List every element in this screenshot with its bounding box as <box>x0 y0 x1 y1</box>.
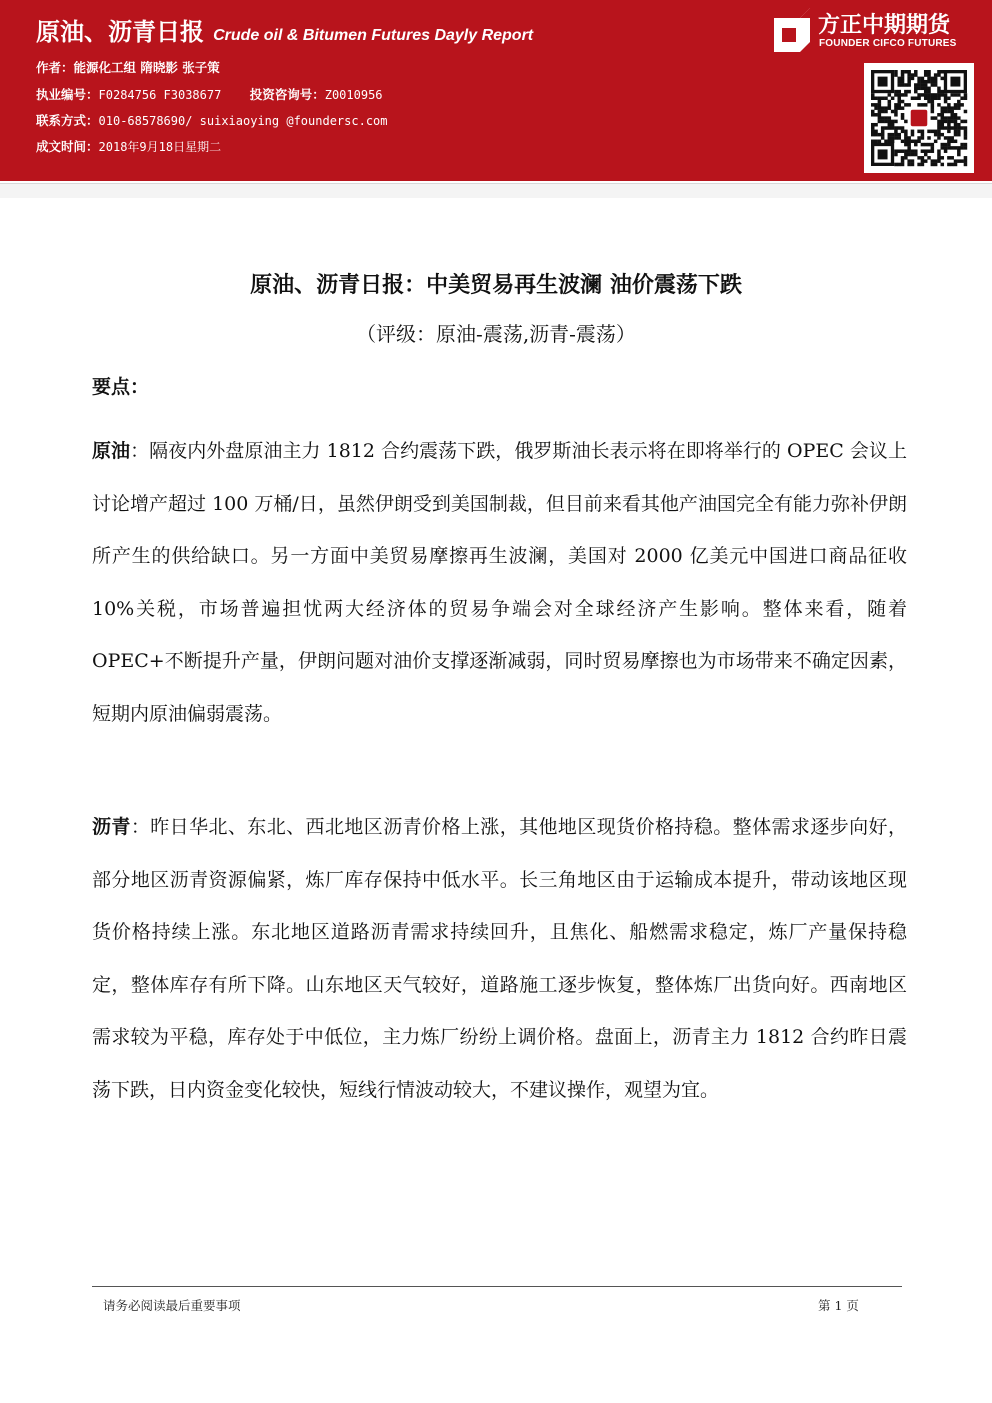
date-value: 2018年9月18日星期二 <box>98 140 222 154</box>
asphalt-lead: 沥青 <box>92 816 131 838</box>
author-value: 能源化工组 隋晓影 张子策 <box>73 60 220 75</box>
author-line <box>36 58 220 76</box>
asphalt-paragraph <box>92 801 907 1116</box>
crude-oil-lead: 原油 <box>92 440 131 462</box>
crude-oil-text: ：隔夜内外盘原油主力 1812 合约震荡下跌，俄罗斯油长表示将在即将举行的 OPEC 会议上讨论增产超过 100 万桶/日，虽然伊朗受到美国制裁，但目前来看其他产油国完全有能力弥补伊朗所产生的供给缺口。另一方面中美贸易摩擦再生波澜，美国对 2000 亿美元中国进口商品征收 10%关税，市场普遍担忧两大经济体的贸易争端会对全球经济产生影响。整体来看，随着 OPEC+不断提升产量，伊朗问题对油价支撑逐渐减弱，同时贸易摩擦也为市场带来不确定因素，短期内原油偏弱震荡。 <box>92 440 907 725</box>
consult-label: 投资咨询号： <box>249 87 325 102</box>
founder-logo-icon <box>770 8 814 52</box>
report-title-banner <box>36 12 533 47</box>
logo-text-en: FOUNDER CIFCO FUTURES <box>819 38 957 49</box>
header-divider <box>0 183 992 198</box>
footer-notice: 请务必阅读最后重要事项 <box>103 1298 241 1313</box>
crude-oil-paragraph <box>92 425 907 740</box>
license-line <box>36 85 383 103</box>
date-line <box>36 137 221 155</box>
contact-label: 联系方式： <box>36 113 99 128</box>
report-title-en: Crude oil & Bitumen Futures Dayly Report <box>213 27 534 44</box>
contact-value: 010-68578690/ suixiaoying @foundersc.com <box>98 114 388 128</box>
license-value: F0284756 F3038677 <box>98 88 222 102</box>
consult-value: Z0010956 <box>324 88 383 102</box>
license-label: 执业编号： <box>36 87 99 102</box>
qr-code-icon <box>864 63 974 173</box>
report-header <box>0 0 992 181</box>
contact-line <box>36 111 388 129</box>
rating-line: （评级：原油-震荡,沥青-震荡） <box>356 322 636 346</box>
author-label: 作者： <box>36 60 74 75</box>
footer-divider <box>92 1286 902 1287</box>
asphalt-text: ：昨日华北、东北、西北地区沥青价格上涨，其他地区现货价格持稳。整体需求逐步向好，部分地区沥青资源偏紧，炼厂库存保持中低水平。长三角地区由于运输成本提升，带动该地区现货价格持续上涨。东北地区道路沥青需求持续回升，且焦化、船燃需求稳定，炼厂产量保持稳定，整体库存有所下降。山东地区天气较好，道路施工逐步恢复，整体炼厂出货向好。西南地区需求较为平稳，库存处于中低位，主力炼厂纷纷上调价格。盘面上，沥青主力 1812 合约昨日震荡下跌，日内资金变化较快，短线行情波动较大，不建议操作，观望为宜。 <box>92 816 907 1101</box>
page-number: 第 1 页 <box>818 1298 859 1313</box>
document-title: 原油、沥青日报：中美贸易再生波澜 油价震荡下跌 <box>250 273 742 298</box>
report-title-cn: 原油、沥青日报 <box>36 18 204 46</box>
key-points-heading: 要点： <box>92 376 150 398</box>
logo-text-cn: 方正中期期货 <box>818 13 951 38</box>
company-logo <box>770 6 985 54</box>
date-label: 成文时间： <box>36 139 99 154</box>
